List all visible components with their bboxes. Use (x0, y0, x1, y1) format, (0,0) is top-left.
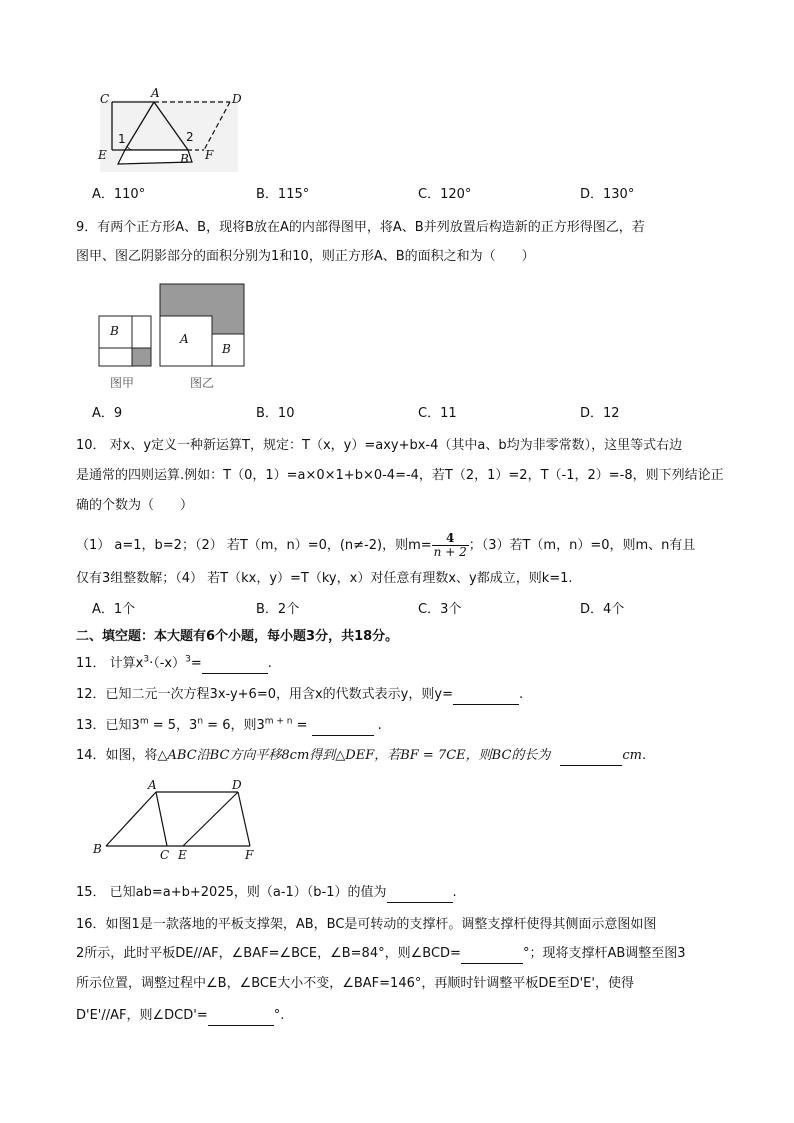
q10-option-a: A．1个 (92, 602, 136, 617)
q9-option-a: A．9 (92, 406, 123, 421)
q16-line-4 (76, 1006, 284, 1026)
q15 (76, 883, 457, 903)
q13-sup-mn: m + n (264, 716, 293, 727)
q8-label-angle1: 1 (118, 132, 126, 146)
q10-line-1: 10． 对x、y定义一种新运算T，规定：T（x，y）=axy+bx-4（其中a、b均为非零常数），这里等式右边 (76, 438, 683, 453)
q9-option-b: B．10 (256, 406, 295, 421)
q9-line-1: 9．有两个正方形A、B，现将B放在A的内部得图甲，将A、B并列放置后构造新的正方形得图乙，若 (76, 220, 645, 235)
q10-option-c: C．3个 (418, 602, 462, 617)
q8-label-B: B (180, 152, 189, 166)
q14-label-E: E (178, 848, 187, 862)
q8-option-c: C．120° (418, 187, 472, 202)
q16-line-3: 所示位置，调整过程中∠B，∠BCE大小不变，∠BAF=146°，再顺时针调整平板DE至D'E'，使得 (76, 976, 634, 991)
q9-option-c: C．11 (418, 406, 457, 421)
q10-fraction-denominator: n + 2 (433, 545, 467, 559)
q9-figure (96, 282, 248, 392)
q14-end: . (642, 748, 647, 763)
q16-line-2 (76, 944, 686, 964)
q12-text: 12．已知二元一次方程3x-y+6=0，用含x的代数式表示y，则y= (76, 687, 453, 702)
q14-text-math: △ABC沿BC方向平移8cm得到△DEF，若BF = 7CE，则BC的长为 (157, 748, 551, 763)
q13-sup-n: n (197, 716, 204, 727)
q15-text: 15． 已知ab=a+b+2025，则（a-1）（b-1）的值为 (76, 885, 387, 900)
q9-label-B-yi: B (222, 342, 231, 356)
q9-line-2: 图甲、图乙阴影部分的面积分别为1和10，则正方形A、B的面积之和为（ ） (76, 249, 535, 264)
q16-line-4-a: D'E'//AF，则∠DCD'= (76, 1008, 208, 1023)
q8-option-d: D．130° (580, 187, 635, 202)
q12 (76, 685, 523, 705)
q8-option-b: B．115° (256, 187, 310, 202)
q11 (76, 654, 272, 674)
q13-end: . (377, 718, 382, 733)
q14-figure (90, 778, 262, 864)
q11-text-a: 11． 计算x (76, 656, 144, 671)
q16-answer-blank-1[interactable] (461, 949, 523, 964)
q9-label-B-jia: B (110, 324, 119, 338)
q13-text-a: 13．已知3 (76, 718, 140, 733)
q14-label-C: C (160, 848, 170, 862)
q9-caption-yi: 图乙 (190, 376, 215, 390)
q16-answer-blank-2[interactable] (208, 1011, 274, 1026)
q8-figure (92, 86, 252, 176)
q13-text-b: = 5，3 (148, 718, 198, 733)
q14-label-D: D (232, 778, 242, 792)
q9-caption-jia: 图甲 (110, 376, 135, 390)
q16-line-2-a: 2所示，此时平板DE//AF，∠BAF=∠BCE，∠B=84°，则∠BCD= (76, 946, 461, 961)
q14-diagram (90, 782, 262, 864)
q10-fraction (432, 532, 469, 559)
q8-label-D: D (232, 92, 242, 106)
q13-answer-blank[interactable] (312, 721, 374, 736)
q13-text-d: = (292, 718, 312, 733)
q13-text-c: = 6，则3 (203, 718, 265, 733)
q11-end: . (267, 656, 272, 671)
q8-label-A: A (151, 86, 160, 100)
q11-text-c: = (190, 656, 202, 671)
q12-end: . (518, 687, 524, 702)
q11-sup-2: 3 (185, 654, 191, 665)
q8-option-a: A．110° (92, 187, 146, 202)
q10-option-b: B．2个 (256, 602, 300, 617)
q10-line-2: 是通常的四则运算.例如：T（0，1）=a×0×1+b×0-4=-4，若T（2，1）=2，T（-1，2）=-8，则下列结论正 (76, 468, 724, 483)
q8-label-E: E (98, 148, 107, 162)
q9-option-d: D．12 (580, 406, 620, 421)
q11-answer-blank[interactable] (202, 659, 268, 674)
q12-answer-blank[interactable] (453, 690, 519, 705)
q11-text-b: ·（-x） (149, 656, 186, 671)
q14-label-F: F (245, 848, 254, 862)
section-2-heading: 二、填空题：本大题有6个小题，每小题3分，共18分。 (76, 629, 399, 644)
q13 (76, 716, 382, 736)
q14-answer-blank[interactable] (560, 751, 622, 766)
q16-line-2-b: °；现将支撑杆AB调整至图3 (522, 946, 686, 961)
q14-unit: cm (622, 748, 643, 763)
q15-end: . (452, 885, 457, 900)
q14-label-A: A (148, 778, 157, 792)
q14-label-B: B (93, 842, 102, 856)
q16-line-1: 16．如图1是一款落地的平板支撑架，AB，BC是可转动的支撑杆。调整支撑杆使得其侧面示意图如图 (76, 917, 657, 932)
q14 (76, 746, 646, 766)
q15-answer-blank[interactable] (387, 888, 453, 903)
q13-sup-m: m (139, 716, 149, 727)
q10-line-4-a: （1） a=1，b=2；（2） 若T（m，n）=0，(n≠-2)，则m= (76, 538, 432, 553)
q10-line-3: 确的个数为（ ） (76, 498, 194, 513)
q16-line-4-b: °. (273, 1008, 285, 1023)
q14-text-a: 14．如图，将 (76, 748, 158, 763)
q11-sup-1: 3 (143, 654, 150, 665)
q10-option-d: D．4个 (580, 602, 625, 617)
q10-line-4-b: ；（3）若T（m，n）=0，则m、n有且 (468, 538, 696, 553)
q10-line-4 (76, 532, 695, 559)
q8-label-F: F (205, 148, 214, 162)
q9-label-A-yi: A (180, 332, 189, 346)
q8-label-C: C (100, 92, 110, 106)
q8-label-angle2: 2 (186, 130, 194, 144)
q10-line-5: 仅有3组整数解；（4） 若T（kx，y）=T（ky，x）对任意有理数x、y都成立，则k=1. (76, 571, 573, 586)
q10-fraction-numerator: 4 (432, 532, 469, 546)
q8-diagram (92, 86, 252, 176)
